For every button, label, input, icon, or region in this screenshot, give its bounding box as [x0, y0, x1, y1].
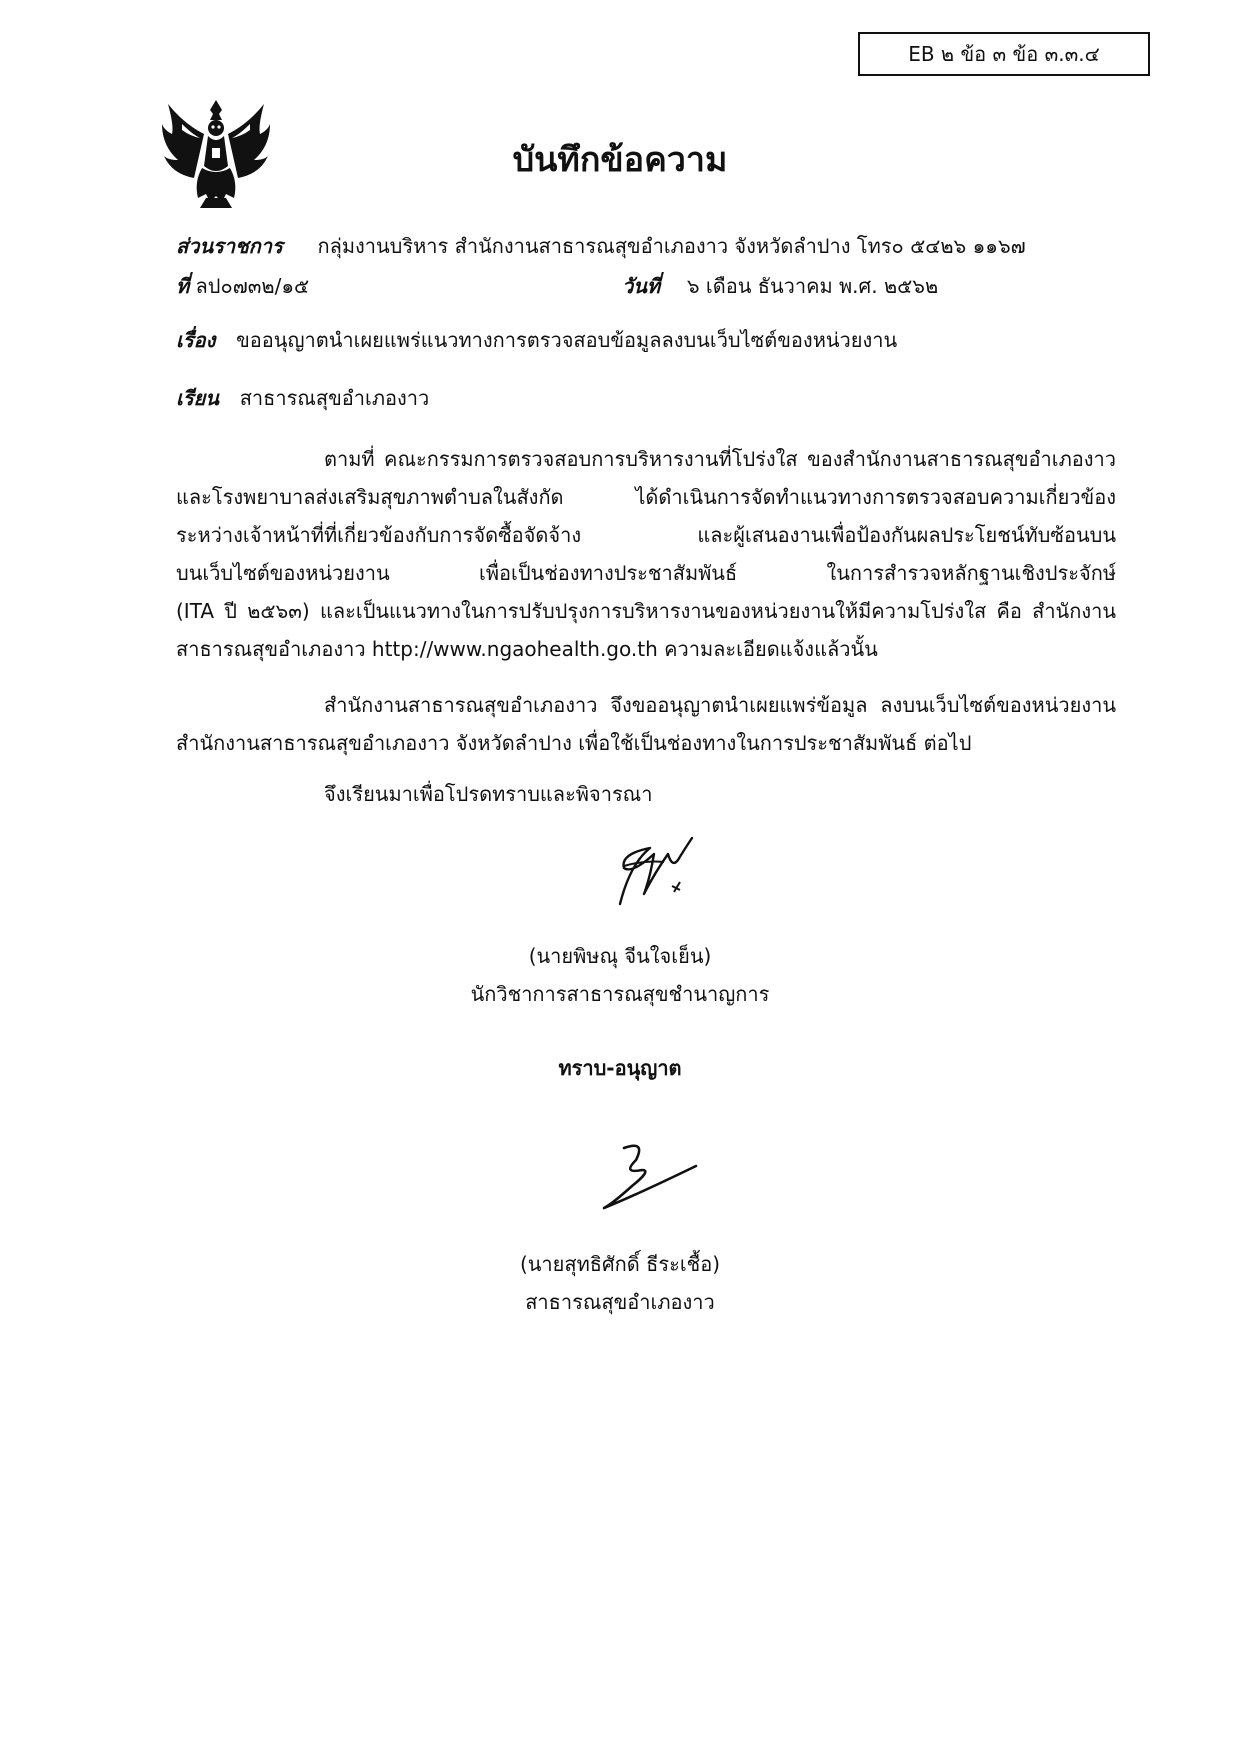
paragraph-line: และโรงพยาบาลส่งเสริมสุขภาพตำบลในสังกัด ได้ดำเนินการจัดทำแนวทางการตรวจสอบความเกี่ยวข้อง — [176, 485, 1116, 509]
signer-1-name: (นายพิษณุ จีนใจเย็น) — [528, 944, 712, 968]
reference-value: ลป๐๗๓๒/๑๕ — [195, 274, 310, 298]
salutation-value: สาธารณสุขอำเภองาว — [239, 386, 430, 410]
date-label: วันที่ — [622, 274, 661, 298]
closing-line: จึงเรียนมาเพื่อโปรดทราบและพิจารณา — [324, 782, 653, 806]
subject-value: ขออนุญาตนำเผยแพร่แนวทางการตรวจสอบข้อมูลลงบนเว็บไซต์ของหน่วยงาน — [236, 328, 898, 352]
paragraph-line: (ITA ปี ๒๕๖๓) และเป็นแนวทางในการปรับปรุงการบริหารงานของหน่วยงานให้มีความโปร่งใส คือ สำนักงาน — [176, 599, 1116, 623]
reference-box: EB ๒ ข้อ ๓ ข้อ ๓.๓.๔ — [858, 32, 1150, 76]
subject-row — [176, 324, 897, 356]
paragraph-line: ตามที่ คณะกรรมการตรวจสอบการบริหารงานที่โปร่งใส ของสำนักงานสาธารณสุขอำเภองาว — [324, 447, 1116, 471]
subject-label: เรื่อง — [176, 328, 216, 352]
date-value: ๖ เดือน ธันวาคม พ.ศ. ๒๕๖๒ — [686, 274, 939, 298]
paragraph-line: สำนักงานสาธารณสุขอำเภองาว จึงขออนุญาตนำเผยแพร่ข้อมูล ลงบนเว็บไซต์ของหน่วยงาน — [324, 693, 1116, 717]
date-row — [622, 270, 938, 302]
body-paragraph-2 — [176, 686, 1116, 762]
paragraph-line: สาธารณสุขอำเภองาว http://www.ngaohealth.go.th ความละเอียดแจ้งแล้วนั้น — [176, 637, 878, 661]
signature-1 — [600, 826, 716, 910]
reference-row — [176, 270, 309, 302]
reference-label: ที่ — [176, 274, 190, 298]
approval-note: ทราบ-อนุญาต — [558, 1056, 682, 1080]
paragraph-line: สำนักงานสาธารณสุขอำเภองาว จังหวัดลำปาง เพื่อใช้เป็นช่องทางในการประชาสัมพันธ์ ต่อไป — [176, 731, 972, 755]
document-title: บันทึกข้อความ — [512, 140, 728, 180]
agency-value: กลุ่มงานบริหาร สำนักงานสาธารณสุขอำเภองาว จังหวัดลำปาง โทร๐ ๕๔๒๖ ๑๑๖๗ — [317, 234, 1026, 258]
signer-2-name: (นายสุทธิศักดิ์ ธีระเชื้อ) — [519, 1252, 721, 1276]
salutation-label: เรียน — [176, 386, 219, 410]
paragraph-line: ระหว่างเจ้าหน้าที่ที่เกี่ยวข้องกับการจัดซื้อจัดจ้าง และผู้เสนองานเพื่อป้องกันผลประโยชน์ทับซ้อนบน — [176, 523, 1116, 547]
signer-1-position: นักวิชาการสาธารณสุขชำนาญการ — [470, 982, 770, 1006]
agency-label: ส่วนราชการ — [176, 234, 283, 258]
agency-row — [176, 230, 1026, 262]
body-paragraph-1 — [176, 440, 1116, 668]
salutation-row — [176, 382, 429, 414]
paragraph-line: บนเว็บไซต์ของหน่วยงาน เพื่อเป็นช่องทางประชาสัมพันธ์ ในการสำรวจหลักฐานเชิงประจักษ์ — [176, 561, 1116, 585]
signer-2-position: สาธารณสุขอำเภองาว — [525, 1290, 715, 1314]
signature-2 — [600, 1136, 700, 1212]
